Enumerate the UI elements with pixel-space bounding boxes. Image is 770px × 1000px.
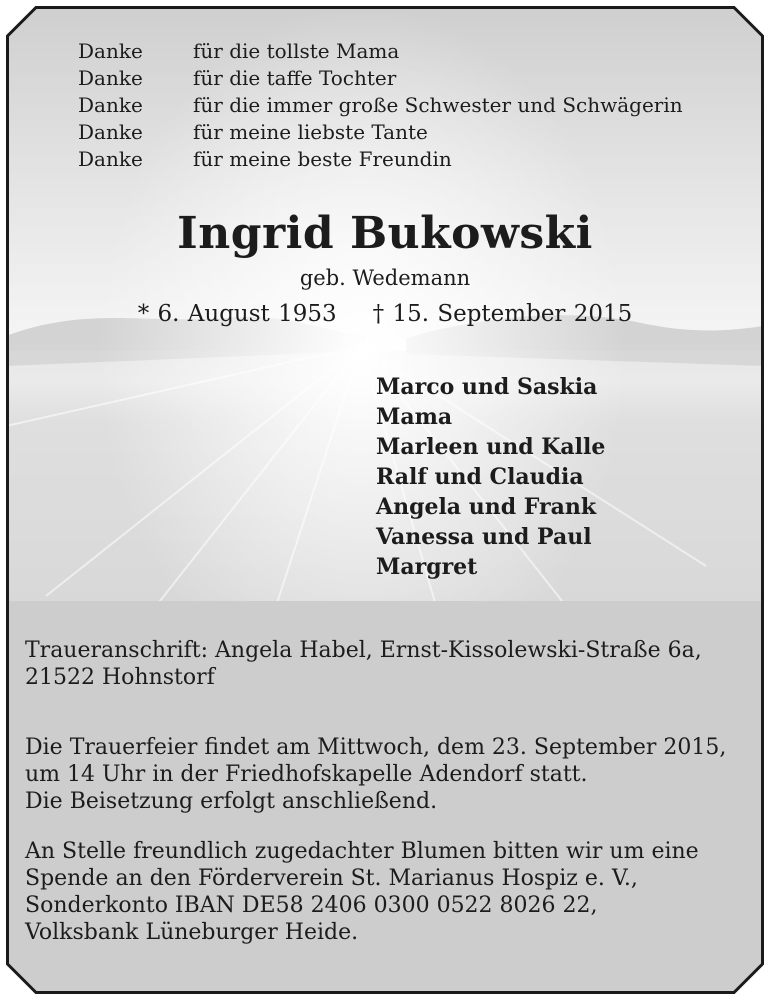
- thanks-text: für meine liebste Tante: [193, 120, 428, 144]
- thanks-word: Danke: [78, 147, 143, 171]
- family-member: Marco und Saskia: [376, 374, 598, 400]
- thanks-list: [78, 38, 683, 173]
- thanks-word: Danke: [78, 93, 143, 117]
- death-date: † 15. September 2015: [372, 301, 633, 327]
- family-member: Angela und Frank: [376, 494, 597, 520]
- mourning-address: [25, 637, 702, 691]
- life-dates: [0, 301, 770, 327]
- thanks-row: [78, 92, 683, 119]
- donation-line: Volksbank Lüneburger Heide.: [25, 920, 359, 945]
- family-member: Mama: [376, 404, 453, 430]
- donation-info: [25, 838, 699, 946]
- deceased-name: Ingrid Bukowski: [177, 208, 593, 259]
- thanks-row: [78, 119, 683, 146]
- thanks-row: [78, 65, 683, 92]
- family-member: Ralf und Claudia: [376, 464, 584, 490]
- funeral-line: Die Trauerfeier findet am Mittwoch, dem 23. September 2015,: [25, 735, 727, 760]
- thanks-word: Danke: [78, 66, 143, 90]
- funeral-info: [25, 734, 726, 815]
- thanks-text: für die tollste Mama: [193, 39, 400, 63]
- maiden-name: geb. Wedemann: [299, 266, 471, 290]
- funeral-line: um 14 Uhr in der Friedhofskapelle Adendorf statt.: [25, 762, 588, 787]
- thanks-text: für die immer große Schwester und Schwägerin: [193, 93, 683, 117]
- family-list: [376, 372, 605, 582]
- family-member: Margret: [376, 554, 478, 580]
- donation-line: Spende an den Förderverein St. Marianus Hospiz e. V.,: [25, 866, 638, 891]
- family-member: Vanessa und Paul: [376, 524, 592, 550]
- thanks-text: für meine beste Freundin: [193, 147, 452, 171]
- address-line: Traueranschrift: Angela Habel, Ernst-Kissolewski-Straße 6a,: [25, 638, 702, 663]
- birth-date: * 6. August 1953: [137, 301, 337, 327]
- family-member: Marleen und Kalle: [376, 434, 606, 460]
- thanks-row: [78, 38, 683, 65]
- donation-line: An Stelle freundlich zugedachter Blumen bitten wir um eine: [25, 839, 699, 864]
- thanks-word: Danke: [78, 120, 143, 144]
- funeral-line: Die Beisetzung erfolgt anschließend.: [25, 789, 438, 814]
- thanks-word: Danke: [78, 39, 143, 63]
- address-line: 21522 Hohnstorf: [25, 665, 215, 690]
- thanks-row: [78, 146, 683, 173]
- thanks-text: für die taffe Tochter: [193, 66, 397, 90]
- donation-line: Sonderkonto IBAN DE58 2406 0300 0522 8026 22,: [25, 893, 598, 918]
